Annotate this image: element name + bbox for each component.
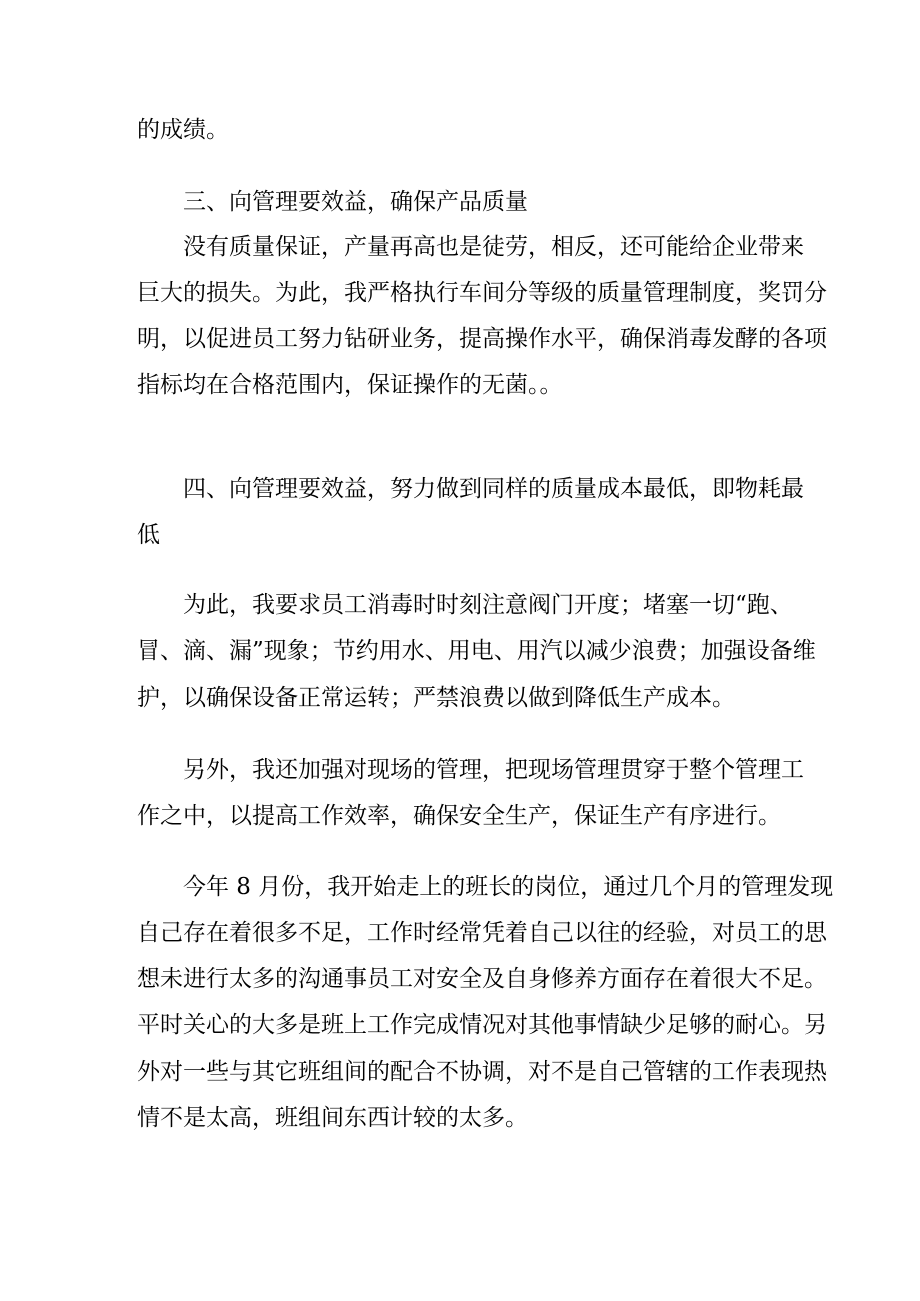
section-3-para-line: 巨大的损失。为此，我严格执行车间分等级的质量管理制度，奖罚分 <box>137 280 827 306</box>
section-4-para-line: 冒、滴、漏”现象；节约用水、用电、用汽以减少浪费；加强设备维 <box>137 638 816 664</box>
reflection-para-line: 情不是太高，班组间东西计较的太多。 <box>137 1105 528 1131</box>
reflection-para-line: 外对一些与其它班组间的配合不协调，对不是自己管辖的工作表现热 <box>137 1059 827 1085</box>
reflection-para-line: 平时关心的大多是班上工作完成情况对其他事情缺少足够的耐心。另 <box>137 1012 827 1038</box>
site-management-para-line: 另外，我还加强对现场的管理，把现场管理贯穿于整个管理工 <box>183 757 804 783</box>
continuation-text: 的成绩。 <box>137 117 229 143</box>
section-3-para-line: 指标均在合格范围内，保证操作的无菌。。 <box>137 372 563 398</box>
section-3-para-line: 没有质量保证，产量再高也是徒劳，相反，还可能给企业带来 <box>183 234 804 260</box>
section-4-heading-line: 低 <box>137 522 160 548</box>
reflection-para-line: 自己存在着很多不足，工作时经常凭着自己以往的经验，对员工的思 <box>137 920 827 946</box>
section-4-heading-line: 四、向管理要效益，努力做到同样的质量成本最低，即物耗最 <box>183 476 804 502</box>
section-4-para-line: 为此，我要求员工消毒时时刻注意阀门开度；堵塞一切“跑、 <box>183 592 793 618</box>
reflection-para-line: 今年 8 月份，我开始走上的班长的岗位，通过几个月的管理发现 <box>183 874 834 900</box>
section-4-para-line: 护，以确保设备正常运转；严禁浪费以做到降低生产成本。 <box>137 685 735 711</box>
section-3-para-line: 明，以促进员工努力钻研业务，提高操作水平，确保消毒发酵的各项 <box>137 326 827 352</box>
section-3-heading: 三、向管理要效益，确保产品质量 <box>183 189 528 215</box>
site-management-para-line: 作之中，以提高工作效率，确保安全生产，保证生产有序进行。 <box>137 803 781 829</box>
reflection-para-line: 想未进行太多的沟通事员工对安全及自身修养方面存在着很大不足。 <box>137 966 827 992</box>
